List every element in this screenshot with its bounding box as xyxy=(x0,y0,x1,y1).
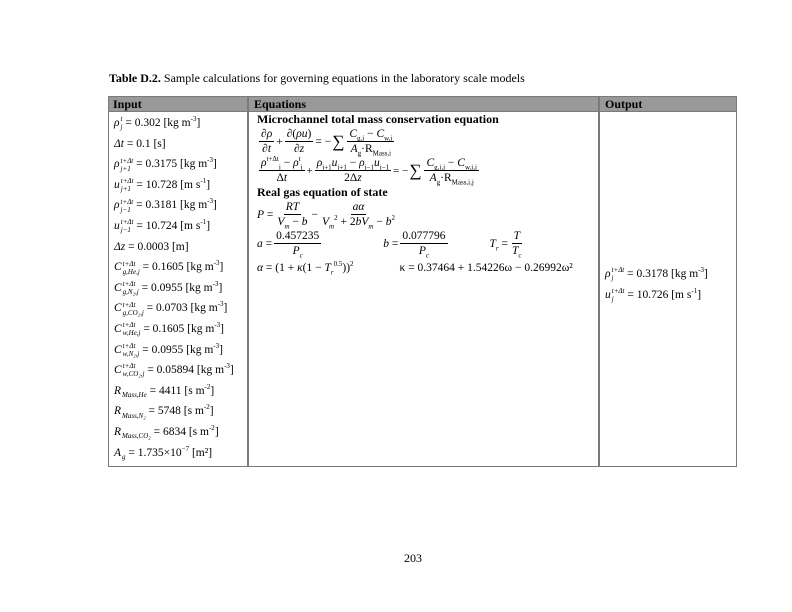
caption-text: Sample calculations for governing equations in the laboratory scale models xyxy=(160,71,525,85)
input-item: A g = $1.735\times 10^{-7}$ [m²] xyxy=(114,444,213,461)
header-input: Input xyxy=(113,97,142,111)
input-item: Δt = 0.1 [s] xyxy=(114,137,166,150)
table-header-row xyxy=(109,97,736,112)
equations-column xyxy=(257,112,592,277)
input-item: C t+Δt g,N₂,j = 0.0955 [kg $m^{-3}$] xyxy=(114,279,223,297)
input-item: R Mass,CO₂ = 6834 [s $m^{-2}$] xyxy=(114,424,219,441)
calculations-table xyxy=(108,96,737,467)
input-item: R Mass,N₂ = 5748 [s $m^{-2}$] xyxy=(114,403,214,420)
column-divider xyxy=(598,97,600,466)
input-item: ρ t+Δt j+1 = 0.3175 [kg $m^{-3}$] xyxy=(114,156,217,173)
input-item: C t+Δt g,He,j = 0.1605 [kg $m^{-3}$] xyxy=(114,259,224,276)
input-item: C t+Δt w,He,j = 0.1605 [kg $m^{-3}$] xyxy=(114,321,225,338)
caption-label: Table D.2. xyxy=(109,71,161,85)
column-divider xyxy=(247,97,249,466)
coefficients-equation: a = $\frac{0.457235}{P_c}$ b = $\frac{0.077796}{P_c}$ $T_r$ = $\frac{T}{T_c}$ xyxy=(257,230,522,260)
kappa-equation: κ = 0.37464 + 1.54226ω − 0.26992ω² xyxy=(399,262,573,274)
input-item: C t+Δt g,CO₂,j = 0.0703 [kg $m^{-3}$] xyxy=(114,300,228,317)
input-item: C t+Δt w,N₂,j = 0.0955 [kg $m^{-3}$] xyxy=(114,341,223,358)
input-item: ρ t+Δt j−1 = 0.3181 [kg $m^{-3}$] xyxy=(114,197,217,214)
header-equations: Equations xyxy=(254,97,307,111)
header-output: Output xyxy=(605,97,643,111)
page-number: 203 xyxy=(404,551,422,565)
mass-equation-title: Microchannel total mass conservation equation xyxy=(257,112,499,126)
output-item: u t+Δt j = 10.726 [m $s^{-1}$] xyxy=(605,286,702,303)
output-item: ρ t+Δt j = 0.3178 [kg $m^{-3}$] xyxy=(605,266,708,283)
state-equation-title: Real gas equation of state xyxy=(257,185,388,199)
input-item: C t+Δt w,CO₂,j = 0.05894 [kg $m^{-3}$] xyxy=(114,362,234,379)
output-column xyxy=(605,264,708,305)
mass-equation-continuous: $\frac{\partial\rho}{\partial t}$ + $\frac{\partial(\rho u)}{\partial z}$ = − ∑ $\frac{C_{g,i} - C_{w,i}}{A_g\cdot R_{Mass,i}}$ xyxy=(261,128,393,158)
input-item: u t+Δt j−1 = 10.724 [m $s^{-1}$] xyxy=(114,218,211,235)
input-item: u t+Δt j+1 = 10.728 [m $s^{-1}$] xyxy=(114,176,211,194)
input-item: ρ t j = 0.302 [kg $m^{-3}$] xyxy=(114,115,201,132)
table-caption xyxy=(109,71,525,86)
state-equation: P = $\frac{RT}{V_m - b}$ − $\frac{a\alpha}{V_m^2 + 2bV_m - b^2}$ xyxy=(257,201,395,231)
mass-equation-discrete: $\frac{\rho^{t+\Delta t}_j - \rho^t_j}{\Delta t}$ + $\frac{\rho_{j+1}u_{j+1} - \rho_{j-1}u_{j-1}}{2\Delta z}$ = − ∑ $\frac{C_{g,i,j} - C_{w,i,j}}{A_g\cdot R_{Mass,i,j}}$ xyxy=(261,155,477,187)
alpha-kappa-equation: $\alpha = (1 + \kappa(1 - T_r^{0.5}))^2$ κ = 0.37464 + 1.54226ω − 0.26992ω² xyxy=(257,260,573,277)
input-column xyxy=(114,113,234,463)
input-item: R Mass,He = 4411 [s $m^{-2}$] xyxy=(114,382,215,400)
input-item: Δz = 0.0003 [m] xyxy=(114,240,189,253)
